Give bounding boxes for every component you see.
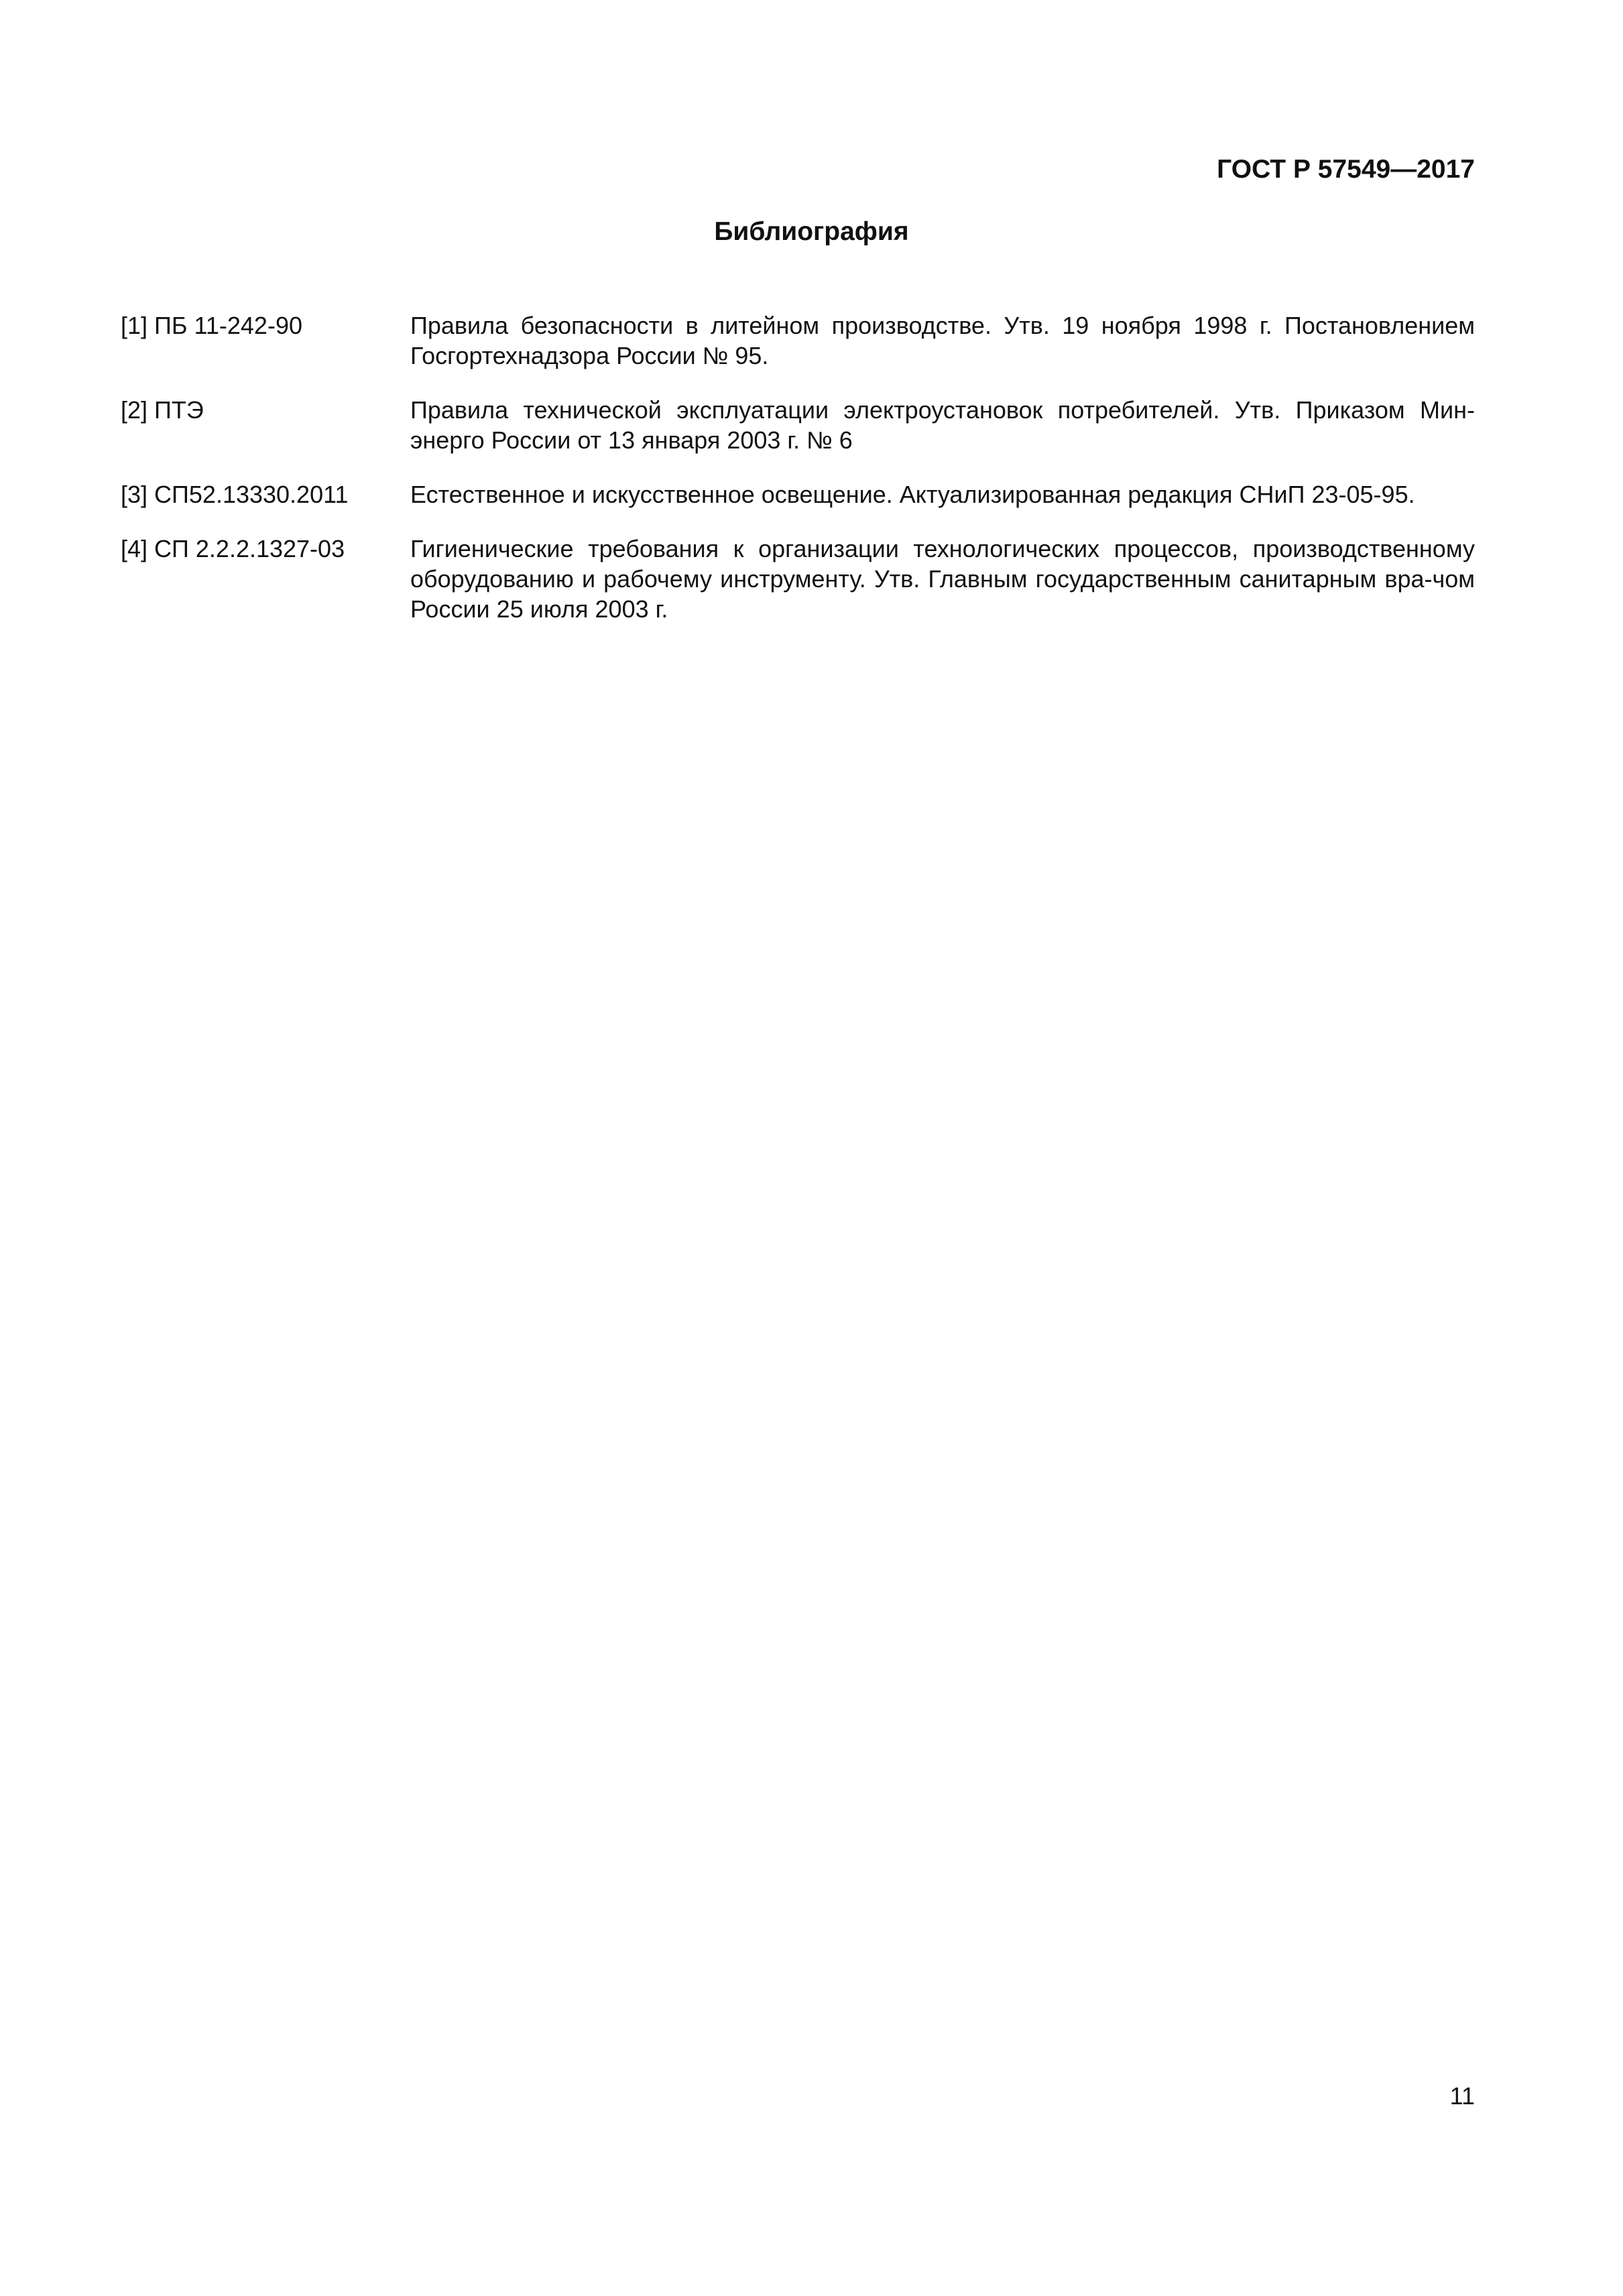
bibliography-ref: [3] СП52.13330.2011	[121, 481, 349, 508]
bibliography-entry	[121, 534, 1475, 624]
bibliography-text: Правила технической эксплуатации электроустановок потребителей. Утв. Приказом Мин-энерго России от 13 января 2003 г. № 6	[410, 396, 1475, 454]
bibliography-entry	[121, 479, 1475, 509]
bibliography-ref: [1] ПБ 11-242-90	[121, 312, 302, 339]
bibliography-entry	[121, 310, 1475, 371]
bibliography-ref: [2] ПТЭ	[121, 396, 204, 424]
document-code: ГОСТ Р 57549—2017	[1217, 155, 1475, 184]
bibliography-text: Правила безопасности в литейном производстве. Утв. 19 ноября 1998 г. Постановлением Госгортехнадзора России № 95.	[410, 312, 1475, 369]
bibliography-text: Естественное и искусственное освещение. Актуализированная редакция СНиП 23-05-95.	[410, 481, 1415, 508]
page-number: 11	[1449, 2082, 1475, 2110]
page-title: Библиография	[714, 217, 909, 246]
bibliography-ref: [4] СП 2.2.2.1327-03	[121, 535, 345, 562]
bibliography-entry	[121, 395, 1475, 455]
bibliography-text: Гигиенические требования к организации технологических процессов, производственному оборудованию и рабочему инструменту. Утв. Главным государственным санитарным вра-чом России 25 июля 2003 г.	[410, 535, 1475, 623]
bibliography-list	[121, 310, 1475, 648]
